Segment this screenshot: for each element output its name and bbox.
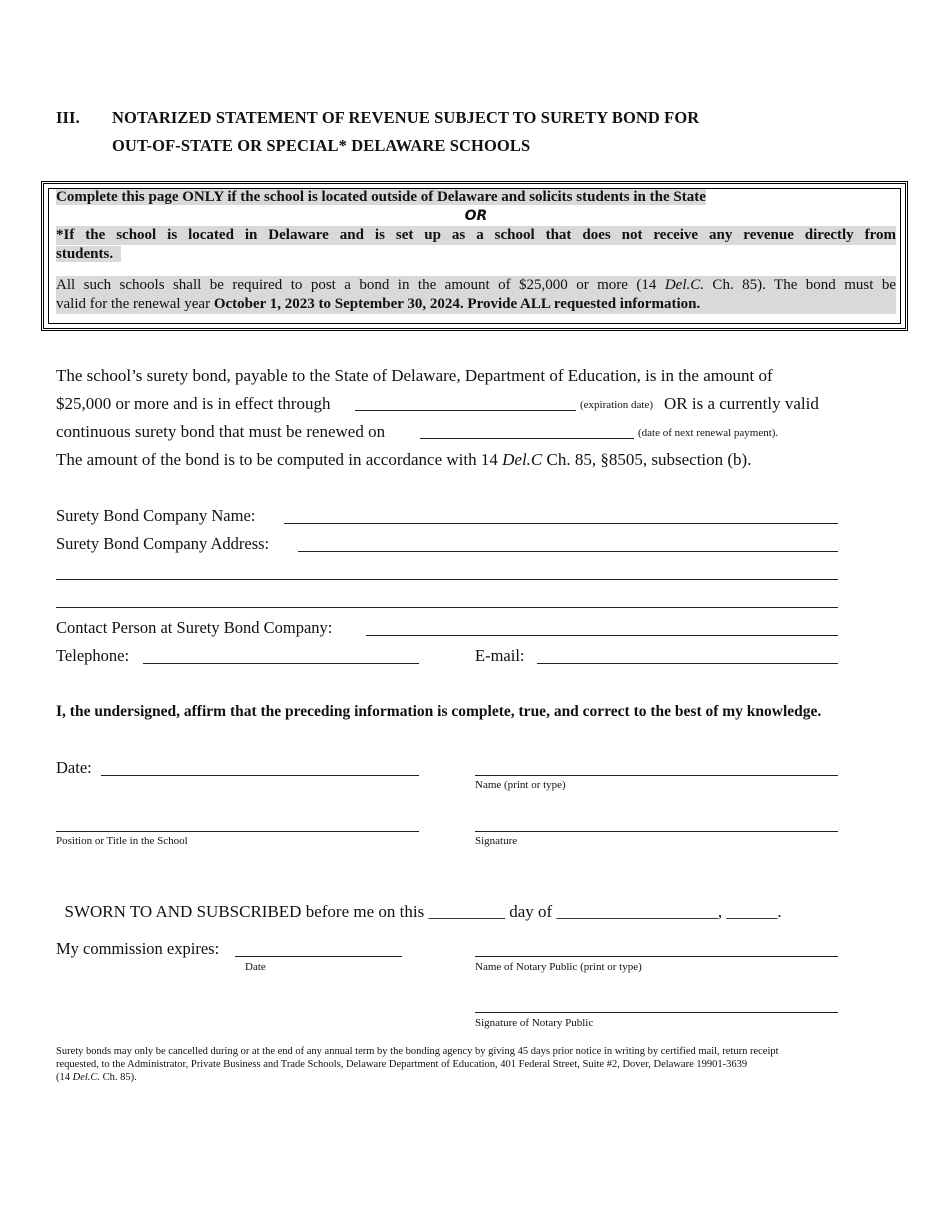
company-address-field-1[interactable] (298, 551, 838, 552)
sworn-month-field[interactable]: ___________________ (556, 902, 718, 921)
notice-line2a: *If the school is located in Delaware and is set up as a school that does not receive any revenue directly from (56, 227, 896, 243)
section-title-line2: OUT-OF-STATE OR SPECIAL* DELAWARE SCHOOLS (112, 136, 531, 155)
notary-name-caption: Name of Notary Public (print or type) (475, 961, 642, 973)
commission-date-caption: Date (245, 961, 266, 973)
sworn-statement: SWORN TO AND SUBSCRIBED before me on this _________ day of ___________________, ______. (64, 902, 782, 921)
date-field[interactable] (101, 775, 419, 776)
commission-date-field[interactable] (235, 956, 402, 957)
email-field[interactable] (537, 663, 838, 664)
renewal-date-field[interactable] (420, 438, 634, 439)
notice-or: OR (464, 208, 488, 224)
date-label: Date: (56, 758, 92, 777)
company-address-label: Surety Bond Company Address: (56, 534, 270, 553)
renewal-date-hint: (date of next renewal payment). (638, 427, 779, 439)
affirmation-text: I, the undersigned, affirm that the preceding information is complete, true, and correct to the best of my knowledge. (56, 703, 822, 720)
email-label: E-mail: (475, 646, 525, 665)
statement-line3-a: continuous surety bond that must be renewed on (56, 422, 386, 441)
notary-signature-caption: Signature of Notary Public (475, 1017, 594, 1029)
notice-bond-line2: valid for the renewal year October 1, 2023 to September 30, 2024. Provide ALL requested information. (56, 295, 896, 314)
signature-field[interactable] (475, 831, 838, 832)
expiration-date-hint: (expiration date) (580, 399, 653, 411)
name-field[interactable] (475, 775, 838, 776)
statement-line2-a: $25,000 or more and is in effect through (56, 394, 331, 413)
telephone-label: Telephone: (56, 646, 130, 665)
position-caption: Position or Title in the School (56, 835, 188, 847)
contact-person-label: Contact Person at Surety Bond Company: (56, 618, 333, 637)
sworn-day-field[interactable]: _________ (428, 902, 505, 921)
expiration-date-field[interactable] (355, 410, 576, 411)
section-number: III. (56, 108, 80, 127)
section-title-line1: NOTARIZED STATEMENT OF REVENUE SUBJECT TO SURETY BOND FOR (112, 108, 700, 127)
telephone-field[interactable] (143, 663, 419, 664)
contact-person-field[interactable] (366, 635, 838, 636)
statement-line1: The school’s surety bond, payable to the State of Delaware, Department of Education, is in the amount of (56, 366, 773, 385)
notice-line2b: students. (56, 246, 114, 262)
company-address-field-3[interactable] (56, 607, 838, 608)
notice-text (56, 188, 896, 314)
name-caption: Name (print or type) (475, 779, 566, 791)
commission-label: My commission expires: (56, 939, 220, 958)
notice-bond-line1: All such schools shall be required to post a bond in the amount of $25,000 or more (14 Del.C. Ch. 85). The bond must be (56, 277, 896, 293)
sworn-year-field[interactable]: , ______. (717, 902, 782, 921)
company-name-label: Surety Bond Company Name: (56, 506, 256, 525)
notary-signature-field[interactable] (475, 1012, 838, 1013)
company-name-field[interactable] (284, 523, 838, 524)
statement-line2-b: OR is a currently valid (664, 394, 819, 413)
statement-line4: The amount of the bond is to be computed in accordance with 14 Del.C Ch. 85, §8505, subsection (b). (56, 450, 752, 469)
footnote: Surety bonds may only be cancelled during or at the end of any annual term by the bonding agency by giving 45 days prior notice in writing by certified mail, return receipt requested, to the Administrator, Private Business and Trade Schools, Delaware Department of Education, 401 Federal Street, Suite #2, Dover, Delaware 19901-3639 (14 Del.C. Ch. 85). (56, 1046, 779, 1083)
signature-caption: Signature (475, 835, 518, 847)
notice-line1: Complete this page ONLY if the school is located outside of Delaware and solicits students in the State (56, 189, 706, 205)
company-address-field-2[interactable] (56, 579, 838, 580)
position-field[interactable] (56, 831, 419, 832)
notary-name-field[interactable] (475, 956, 838, 957)
